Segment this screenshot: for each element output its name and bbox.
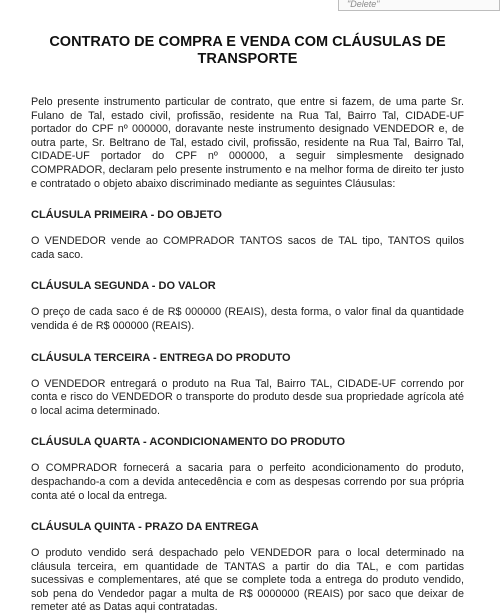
clause-title: CLÁUSULA QUARTA - ACONDICIONAMENTO DO PRODUTO [31, 436, 346, 449]
clause-text: O produto vendido será despachado pelo VENDEDOR para o local determinado na cláusula terceira, em quantidade de TANTAS a partir do dia TAL, e com partidas sucessivas e complementares, até que se complete toda a entrega do produto vendido, sob pena do Vendedor pagar a multa de R$ 0000000 (REAIS) por saco que deixar de remeter até as Datas aqui contratadas. [31, 547, 464, 614]
delete-button[interactable] [338, 0, 500, 11]
document-title: CONTRATO DE COMPRA E VENDA COM CLÁUSULAS DE TRANSPORTE [49, 34, 446, 67]
clause-title: CLÁUSULA TERCEIRA - ENTREGA DO PRODUTO [31, 351, 291, 364]
clause-1 [31, 208, 464, 262]
clause-4 [31, 435, 464, 503]
contract-document [31, 34, 464, 615]
clause-title: CLÁUSULA QUINTA - PRAZO DA ENTREGA [31, 521, 259, 534]
clause-2 [31, 279, 464, 333]
clause-title: CLÁUSULA PRIMEIRA - DO OBJETO [31, 209, 222, 222]
clause-text: O VENDEDOR entregará o produto na Rua Tal, Bairro TAL, CIDADE-UF correndo por conta e risco do VENDEDOR o transporte do produto desde sua propriedade agrícola até o local acima determinado. [31, 377, 464, 417]
clause-3 [31, 351, 464, 419]
clause-5 [31, 520, 464, 615]
clause-text: O preço de cada saco é de R$ 000000 (REAIS), desta forma, o valor final da quantidade vendida é de R$ 000000 (REAIS). [31, 306, 464, 332]
clause-text: O COMPRADOR fornecerá a sacaria para o perfeito acondicionamento do produto, despachando-a com a devida antecedência e com as despesas correndo por sua própria conta até o local da entrega. [31, 462, 464, 502]
clause-text: O VENDEDOR vende ao COMPRADOR TANTOS sacos de TAL tipo, TANTOS quilos cada saco. [31, 235, 464, 261]
delete-label: "Delete" [347, 0, 380, 9]
clause-title: CLÁUSULA SEGUNDA - DO VALOR [31, 280, 216, 293]
intro-paragraph: Pelo presente instrumento particular de contrato, que entre si fazem, de uma parte Sr. Fulano de Tal, estado civil, profissão, residente na Rua Tal, Bairro Tal, CIDADE-UF portador do CPF nº 000000, doravante neste instrumento designado VENDEDOR e, de outra parte, Sr. Beltrano de Tal, estado civil, profissão, residente na Rua Tal, Bairro Tal, CIDADE-UF portador do CPF nº 000000, a seguir simplesmente designado COMPRADOR, declaram pelo presente instrumento e na melhor forma de direito ter justo e contratado o objeto abaixo discriminado mediante as seguintes Cláusulas: [31, 96, 464, 190]
